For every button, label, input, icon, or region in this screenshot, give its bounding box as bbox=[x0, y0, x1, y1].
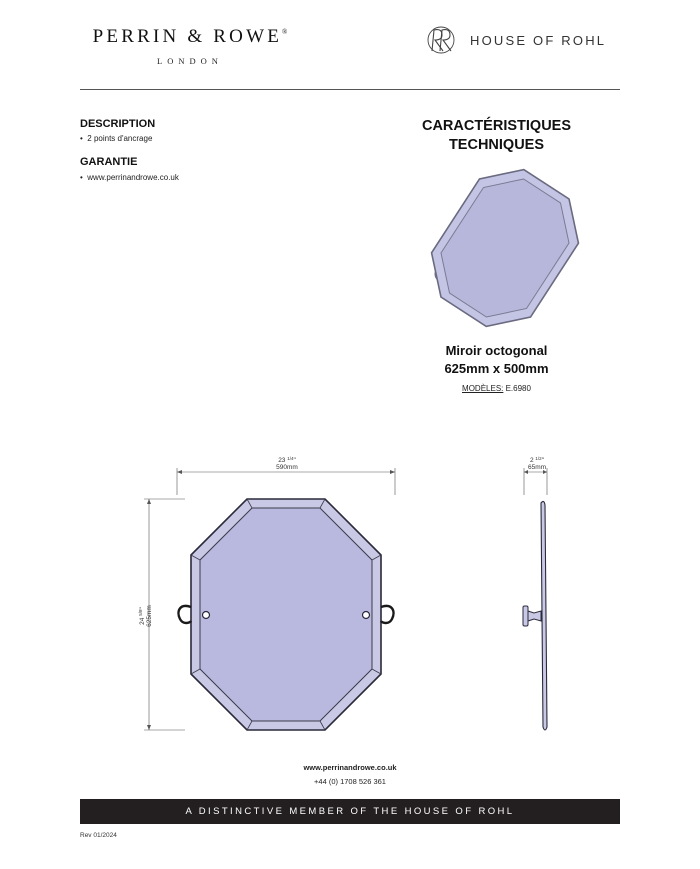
width-fraction: 1/4 bbox=[287, 456, 294, 461]
depth-inches: 2 bbox=[529, 457, 534, 464]
width-dimension: 23 $^{1/4}$" 590mm bbox=[257, 455, 317, 471]
brand-sub: LONDON bbox=[157, 56, 223, 66]
warranty-item-text: www.perrinandrowe.co.uk bbox=[87, 173, 179, 182]
product-name-line1: Miroir octogonal bbox=[445, 343, 548, 358]
rohl-text: HOUSE OF ROHL bbox=[470, 32, 607, 48]
models-label: MODÈLES: bbox=[462, 384, 504, 393]
depth-fraction: 1/2 bbox=[535, 456, 542, 461]
rr-monogram-icon bbox=[420, 24, 462, 56]
warranty-item bbox=[80, 173, 179, 182]
specs-title-line2: TECHNIQUES bbox=[448, 137, 545, 153]
width-inches: 23 bbox=[278, 457, 286, 464]
perrin-rowe-logo bbox=[80, 26, 300, 66]
product-image-mirror bbox=[430, 160, 580, 335]
header-divider bbox=[80, 89, 620, 90]
depth-dimension: 2 $^{1/2}$" 65mm bbox=[507, 455, 567, 471]
contact-website[interactable]: www.perrinandrowe.co.uk bbox=[303, 763, 397, 772]
width-mm: 590mm bbox=[276, 464, 298, 471]
models-value: E.6980 bbox=[503, 384, 531, 393]
house-of-rohl-logo bbox=[420, 24, 606, 56]
models bbox=[380, 384, 613, 393]
contact-phone: +44 (0) 1708 526 361 bbox=[314, 777, 386, 786]
front-view-drawing bbox=[140, 465, 410, 745]
registered-mark: ® bbox=[282, 28, 288, 36]
bullet-icon: • bbox=[80, 134, 83, 143]
description-heading: DESCRIPTION bbox=[80, 118, 156, 130]
footer-bar bbox=[80, 799, 620, 824]
revision: Rev 01/2024 bbox=[80, 832, 117, 839]
height-inches: 24 bbox=[139, 617, 146, 625]
depth-mm: 65mm bbox=[527, 464, 547, 471]
bullet-icon: • bbox=[80, 173, 83, 182]
side-view-drawing bbox=[512, 465, 562, 745]
height-dimension: 24 $^{5/8}$" 625mm bbox=[137, 586, 153, 646]
product-name bbox=[380, 342, 613, 378]
height-mm: 625mm bbox=[146, 605, 153, 627]
specs-title-line1: CARACTÉRISTIQUES bbox=[421, 118, 572, 134]
brand-name-text: PERRIN & ROWE bbox=[92, 26, 283, 47]
description-item bbox=[80, 134, 152, 143]
description-item-text: 2 points d'ancrage bbox=[87, 134, 153, 143]
footer-tagline: A DISTINCTIVE MEMBER OF THE HOUSE OF ROHL bbox=[185, 806, 515, 817]
product-name-line2: 625mm x 500mm bbox=[444, 361, 549, 376]
brand-name bbox=[80, 26, 300, 48]
specs-title bbox=[380, 117, 613, 155]
height-fraction: 5/8 bbox=[138, 609, 143, 616]
warranty-heading: GARANTIE bbox=[80, 156, 138, 168]
